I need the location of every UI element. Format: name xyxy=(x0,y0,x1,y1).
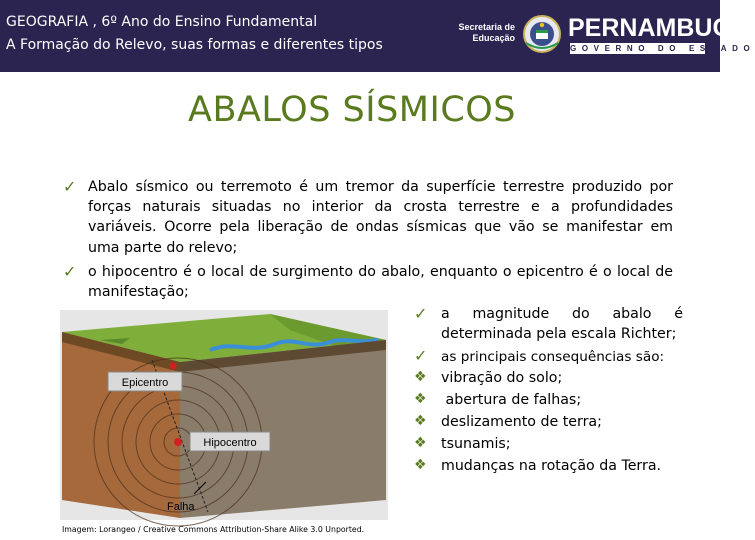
header-bar xyxy=(0,0,755,72)
earthquake-diagram xyxy=(60,310,388,520)
check-bullet-icon: ✓ xyxy=(414,346,428,365)
diamond-bullet-icon: ❖ xyxy=(414,435,427,451)
secretaria-label xyxy=(455,22,515,44)
magnitude-line1: a magnitude do abalo é xyxy=(441,306,683,322)
consequence-item: mudanças na rotação da Terra. xyxy=(441,458,662,474)
check-bullet-icon: ✓ xyxy=(414,304,428,323)
epicentro-label: Epicentro xyxy=(121,377,169,389)
falha-label: Falha xyxy=(167,501,195,513)
header-subject: GEOGRAFIA , 6º Ano do Ensino Fundamental xyxy=(6,14,318,30)
header-topic: A Formação do Relevo, suas formas e diferentes tipos xyxy=(6,37,383,53)
epicentre-marker xyxy=(170,363,177,370)
consequence-item: deslizamento de terra; xyxy=(441,414,602,430)
page-title: ABALOS SÍSMICOS xyxy=(188,90,517,130)
diamond-bullet-icon: ❖ xyxy=(414,413,427,429)
paragraph-hypocenter: o hipocentro é o local de surgimento do abalo, enquanto o epicentro é o local de manifestação; xyxy=(88,264,673,301)
consequences-heading: as principais consequências são: xyxy=(441,349,665,365)
check-bullet-icon: ✓ xyxy=(63,177,77,196)
consequence-item: tsunamis; xyxy=(441,436,511,452)
secretaria-line1: Secretaria de xyxy=(458,22,515,32)
magnitude-line2: determinada pela escala Richter; xyxy=(441,326,677,342)
consequence-item: abertura de falhas; xyxy=(441,392,582,408)
diamond-bullet-icon: ❖ xyxy=(414,391,427,407)
check-bullet-icon: ✓ xyxy=(63,262,77,281)
earthquake-block-illustration xyxy=(60,310,388,520)
state-coat-of-arms-icon xyxy=(522,13,562,55)
diamond-bullet-icon: ❖ xyxy=(414,369,427,385)
hipocentro-label: Hipocentro xyxy=(203,437,257,449)
state-government-label: GOVERNO DO ESTADO xyxy=(570,44,755,53)
consequence-item: vibração do solo; xyxy=(441,370,563,386)
secretaria-line2: Educação xyxy=(472,33,515,43)
hypocentre-marker xyxy=(174,438,182,446)
state-name: PERNAMBUCO xyxy=(568,14,750,42)
diamond-bullet-icon: ❖ xyxy=(414,457,427,473)
paragraph-definition: Abalo sísmico ou terremoto é um tremor da superfície terrestre produzido por forças naturais situadas no interior da crosta terrestre e a profundidades variáveis. Ocorre pela liberação de ondas sísmicas que vão se manifestar em uma parte do relevo; xyxy=(88,179,673,256)
image-credit: Imagem: Lorangeo / Creative Commons Attribution-Share Alike 3.0 Unported. xyxy=(62,525,365,534)
